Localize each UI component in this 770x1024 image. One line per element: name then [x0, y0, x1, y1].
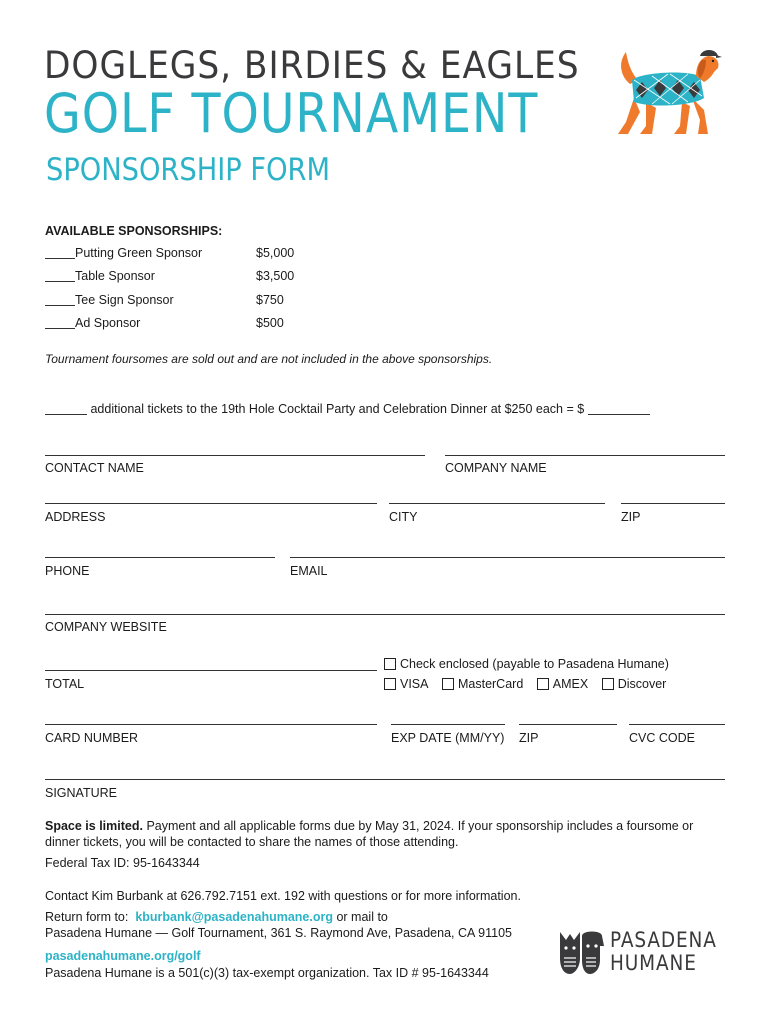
sponsorship-item [45, 269, 155, 283]
phone-field[interactable] [45, 557, 275, 558]
discover-checkbox[interactable] [602, 678, 614, 690]
card-number-label: CARD NUMBER [45, 731, 139, 745]
mastercard-checkbox[interactable] [442, 678, 454, 690]
sponsorship-item [45, 246, 202, 260]
pasadena-humane-logo [556, 924, 731, 976]
sponsorship-checkline[interactable] [45, 317, 75, 329]
card-label: AMEX [552, 677, 589, 691]
sponsorship-price: $750 [256, 293, 284, 307]
card-option-amex[interactable] [537, 677, 588, 691]
form-title: SPONSORSHIP FORM [46, 152, 331, 188]
signature-label: SIGNATURE [45, 786, 117, 800]
website-link[interactable]: pasadenahumane.org/golf [45, 949, 201, 963]
logo-text-line2: HUMANE [610, 951, 697, 975]
total-field[interactable] [45, 670, 377, 671]
tickets-line [45, 402, 650, 416]
sponsorship-checkline[interactable] [45, 294, 75, 306]
company-name-field[interactable] [445, 455, 725, 456]
cvc-label: CVC CODE [629, 731, 695, 745]
logo-text-line1: PASADENA [610, 928, 717, 952]
contact-name-field[interactable] [45, 455, 425, 456]
sponsorships-heading: AVAILABLE SPONSORSHIPS: [45, 224, 223, 238]
sponsorship-price: $5,000 [256, 246, 295, 260]
federal-tax-id: Federal Tax ID: 95-1643344 [45, 856, 200, 870]
email-label: EMAIL [290, 564, 328, 578]
tickets-total-field[interactable] [588, 403, 650, 415]
card-zip-label: ZIP [519, 731, 539, 745]
sponsorship-name: Table Sponsor [75, 269, 155, 283]
event-title-line2: GOLF TOURNAMENT [44, 82, 539, 145]
card-number-field[interactable] [45, 724, 377, 725]
exp-date-label: EXP DATE (MM/YY) [391, 731, 505, 745]
zip-field[interactable] [621, 503, 725, 504]
sponsorship-checkline[interactable] [45, 247, 75, 259]
limited-line2: dinner tickets, you will be contacted to share the names of those attending. [45, 835, 459, 849]
email-field[interactable] [290, 557, 725, 558]
contact-info: Contact Kim Burbank at 626.792.7151 ext. 192 with questions or for more information. [45, 889, 521, 903]
sponsorship-name: Ad Sponsor [75, 316, 141, 330]
phone-label: PHONE [45, 564, 90, 578]
check-option[interactable] [384, 657, 669, 671]
company-name-label: COMPANY NAME [445, 461, 547, 475]
contact-name-label: CONTACT NAME [45, 461, 144, 475]
total-label: TOTAL [45, 677, 85, 691]
company-website-label: COMPANY WEBSITE [45, 620, 167, 634]
check-label: Check enclosed (payable to Pasadena Humane) [400, 657, 669, 671]
sponsorship-name: Tee Sign Sponsor [75, 293, 174, 307]
event-title-line1: DOGLEGS, BIRDIES & EAGLES [44, 44, 580, 87]
sponsorship-name: Putting Green Sponsor [75, 246, 203, 260]
tickets-quantity-field[interactable] [45, 403, 87, 415]
sponsorship-item [45, 316, 140, 330]
nonprofit-statement: Pasadena Humane is a 501(c)(3) tax-exempt organization. Tax ID # 95-1643344 [45, 966, 489, 980]
card-zip-field[interactable] [519, 724, 617, 725]
sponsorship-checkline[interactable] [45, 270, 75, 282]
card-options [384, 677, 676, 691]
return-email-link[interactable]: kburbank@pasadenahumane.org [135, 910, 333, 924]
limited-bold: Space is limited. [45, 819, 143, 833]
city-label: CITY [389, 510, 418, 524]
return-line [45, 910, 388, 924]
return-prefix: Return form to: [45, 910, 129, 924]
card-option-mastercard[interactable] [442, 677, 523, 691]
sponsorship-note: Tournament foursomes are sold out and are not included in the above sponsorships. [45, 352, 493, 366]
check-checkbox[interactable] [384, 658, 396, 670]
limited-line1 [45, 819, 693, 833]
tickets-text: additional tickets to the 19th Hole Cocktail Party and Celebration Dinner at $250 each = $ [90, 402, 585, 416]
zip-label: ZIP [621, 510, 641, 524]
sponsorship-price: $500 [256, 316, 284, 330]
card-label: Discover [617, 677, 667, 691]
limited-text: Payment and all applicable forms due by May 31, 2024. If your sponsorship includes a foursome or [146, 819, 694, 833]
amex-checkbox[interactable] [537, 678, 549, 690]
card-label: VISA [400, 677, 429, 691]
address-label: ADDRESS [45, 510, 106, 524]
card-option-discover[interactable] [602, 677, 667, 691]
signature-field[interactable] [45, 779, 725, 780]
cvc-field[interactable] [629, 724, 725, 725]
mail-address: Pasadena Humane — Golf Tournament, 361 S. Raymond Ave, Pasadena, CA 91105 [45, 926, 512, 940]
card-option-visa[interactable] [384, 677, 429, 691]
card-label: MasterCard [457, 677, 524, 691]
address-field[interactable] [45, 503, 377, 504]
sponsorship-price: $3,500 [256, 269, 295, 283]
cat-dog-logo-icon [556, 924, 606, 976]
city-field[interactable] [389, 503, 605, 504]
dog-in-sweater-illustration [612, 46, 722, 138]
company-website-field[interactable] [45, 614, 725, 615]
exp-date-field[interactable] [391, 724, 505, 725]
sponsorship-item [45, 293, 174, 307]
visa-checkbox[interactable] [384, 678, 396, 690]
return-suffix: or mail to [336, 910, 388, 924]
